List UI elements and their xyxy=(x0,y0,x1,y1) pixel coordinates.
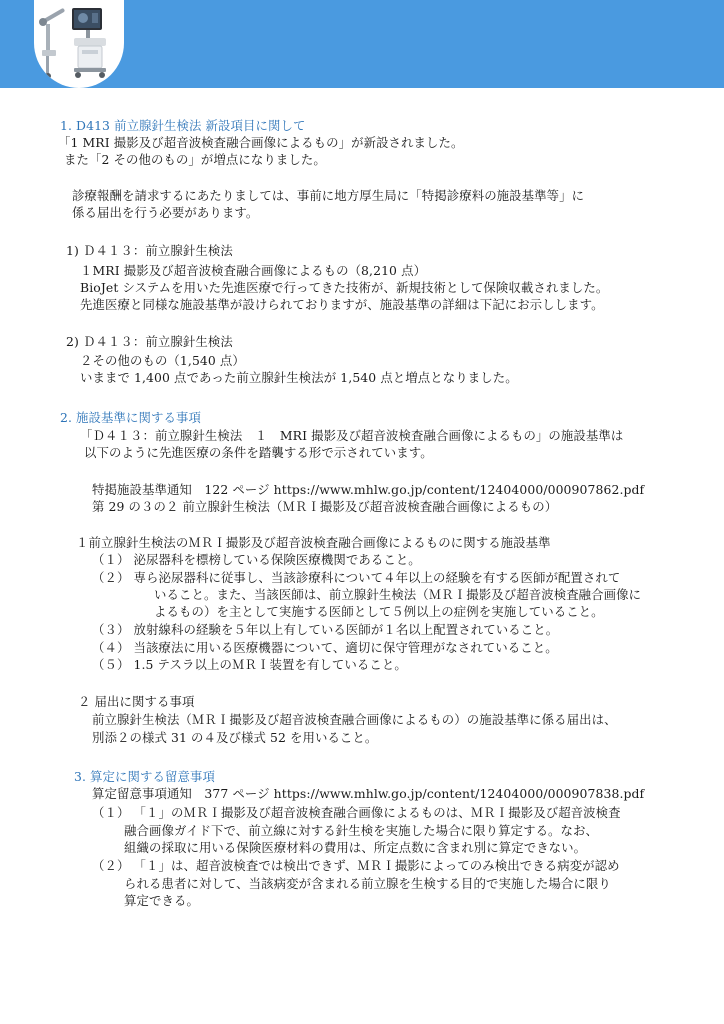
item1-line: 先進医療と同様な施設基準が設けられておりますが、施設基準の詳細は下記にお示しします。 xyxy=(80,297,604,312)
subsection-title: ２ 届出に関する事項 xyxy=(78,694,195,709)
note-item: （２） 「１」は、超音波検査では検出できず、ＭＲＩ撮影によってのみ検出できる病変が認め xyxy=(92,858,620,873)
item1-line: BioJet システムを用いた先進医療で行ってきた技術が、新規技術として保険収載されました。 xyxy=(80,280,609,295)
section3-heading: 3. 算定に関する留意事項 xyxy=(74,769,215,784)
note-item: られる患者に対して、当該病変が含まれる前立腺を生検する目的で実施した場合に限り xyxy=(124,876,611,891)
item2-title: 2) Ｄ４１３：前立腺針生検法 xyxy=(66,334,233,349)
item2-line: ２その他のもの（1,540 点） xyxy=(80,353,245,368)
reference-notice: 第 29 の３の２ 前立腺針生検法（ＭＲＩ撮影及び超音波検査融合画像によるもの） xyxy=(92,499,558,514)
item1-title: 1) Ｄ４１３：前立腺針生検法 xyxy=(66,243,233,258)
criteria-item: （２） 専ら泌尿器科に従事し、当該診療科について４年以上の経験を有する医師が配置されて xyxy=(92,570,621,585)
section1-heading: 1. D413 前立腺針生検法 新設項目に関して xyxy=(60,118,306,133)
note-item: （１） 「１」のＭＲＩ撮影及び超音波検査融合画像によるものは、ＭＲＩ撮影及び超音波検査 xyxy=(92,805,621,820)
criteria-item: いること。また、当該医師は、前立腺針生検法（ＭＲＩ撮影及び超音波検査融合画像に xyxy=(154,587,642,602)
criteria-item: よるもの）を主として実施する医師として５例以上の症例を実施していること。 xyxy=(154,604,604,619)
medical-device-cart-icon xyxy=(34,0,124,88)
reference-notice: 算定留意事項通知 377 ページ https://www.mhlw.go.jp/content/12404000/000907838.pdf xyxy=(92,786,645,801)
section2-heading: 2. 施設基準に関する事項 xyxy=(60,410,201,425)
note-item: 融合画像ガイド下で、前立線に対する針生検を実施した場合に限り算定する。なお、 xyxy=(124,823,599,838)
logo-badge xyxy=(34,0,124,88)
note-item: 算定できる。 xyxy=(124,893,199,908)
subsection-title: １前立腺針生検法のＭＲＩ撮影及び超音波検査融合画像によるものに関する施設基準 xyxy=(76,535,551,550)
note-item: 組織の採取に用いる保険医療材料の費用は、所定点数に含まれ別に算定できない。 xyxy=(124,840,587,855)
criteria-item: （３） 放射線科の経験を５年以上有している医師が１名以上配置されていること。 xyxy=(92,622,559,637)
section2-intro: 以下のように先進医療の条件を踏襲する形で示されています。 xyxy=(84,445,433,460)
item1-line: １MRI 撮影及び超音波検査融合画像によるもの（8,210 点） xyxy=(80,263,427,278)
criteria-item: （５） 1.5 テスラ以上のＭＲＩ装置を有していること。 xyxy=(92,657,407,672)
section1-paragraph: 係る届出を行う必要があります。 xyxy=(72,205,259,220)
reference-notice: 特掲施設基準通知 122 ページ https://www.mhlw.go.jp/content/12404000/000907862.pdf xyxy=(92,482,645,497)
criteria-item: （１） 泌尿器科を標榜している保険医療機関であること。 xyxy=(92,552,421,567)
section1-paragraph: 「1 MRI 撮影及び超音波検査融合画像によるもの」が新設されました。 xyxy=(58,135,464,150)
subsection-line: 前立腺針生検法（ＭＲＩ撮影及び超音波検査融合画像によるもの）の施設基準に係る届出は、 xyxy=(92,712,617,727)
section1-paragraph: 診療報酬を請求するにあたりましては、事前に地方厚生局に「特掲診療料の施設基準等」に xyxy=(72,188,585,203)
subsection-line: 別添２の様式 31 の４及び様式 52 を用いること。 xyxy=(92,730,378,745)
item2-line: いままで 1,400 点であった前立腺針生検法が 1,540 点と増点となりました。 xyxy=(80,370,518,385)
section2-intro: 「Ｄ４１３：前立腺針生検法 １ MRI 撮影及び超音波検査融合画像によるもの」の施設基準は xyxy=(80,428,624,443)
section1-paragraph: また「2 その他のもの」が増点になりました。 xyxy=(64,152,326,167)
criteria-item: （４） 当該療法に用いる医療機器について、適切に保守管理がなされていること。 xyxy=(92,640,558,655)
